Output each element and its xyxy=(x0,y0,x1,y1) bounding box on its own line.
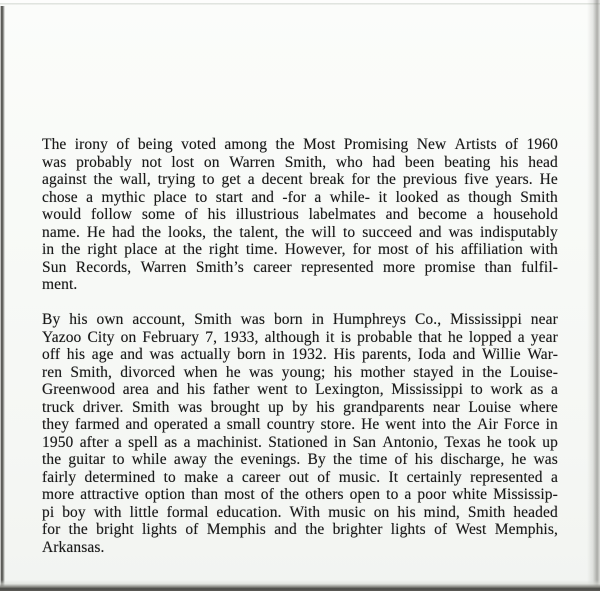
text-line: By his own account, Smith was born in Humphreys Co., Mississippi near xyxy=(42,311,558,328)
text-line: off his age and was actually born in 1932. His parents, Ioda and Willie War- xyxy=(42,346,558,363)
page-edge-right xyxy=(587,0,600,591)
text-line: chose a mythic place to start and -for a while- it looked as though Smith xyxy=(42,188,558,206)
text-line: ment. xyxy=(42,276,78,293)
page-edge-left xyxy=(0,6,5,591)
text-line: ren Smith, divorced when he was young; his mother stayed in the Louise- xyxy=(42,363,558,381)
text-line: Sun Records, Warren Smith’s career represented more promise than fulfil- xyxy=(42,258,558,276)
text-line: Yazoo City on February 7, 1933, although it is probable that he lopped a year xyxy=(42,328,558,346)
paragraph xyxy=(42,311,558,556)
text-line: The irony of being voted among the Most Promising New Artists of 1960 xyxy=(42,136,558,153)
text-line: for the bright lights of Memphis and the brighter lights of West Memphis, xyxy=(42,521,558,538)
text-line: more attractive option than most of the others open to a poor white Mississip- xyxy=(42,486,558,503)
text-line: Arkansas. xyxy=(42,538,105,556)
page-edge-bottom xyxy=(0,580,600,591)
text-line: they farmed and operated a small country store. He went into the Air Force in xyxy=(42,416,558,433)
text-line: against the wall, trying to get a decent break for the previous five years. He xyxy=(42,171,558,188)
paragraph xyxy=(42,136,558,294)
page-edge-top xyxy=(0,0,600,5)
text-line: 1950 after a spell as a machinist. Stationed in San Antonio, Texas he took up xyxy=(42,433,558,451)
text-line: the guitar to while away the evenings. By the time of his discharge, he was xyxy=(42,451,558,468)
text-line: truck driver. Smith was brought up by his grandparents near Louise where xyxy=(42,398,558,416)
text-line: pi boy with little formal education. With music on his mind, Smith headed xyxy=(42,503,558,521)
text-line: in the right place at the right time. However, for most of his affiliation with xyxy=(42,241,558,258)
text-line: was probably not lost on Warren Smith, who had been beating his head xyxy=(42,153,558,171)
text-line: name. He had the looks, the talent, the will to succeed and was indisputably xyxy=(42,223,558,241)
page-text xyxy=(42,136,558,556)
text-line: fairly determined to make a career out of music. It certainly represented a xyxy=(42,468,558,486)
text-line: would follow some of his illustrious labelmates and become a household xyxy=(42,206,558,223)
text-line: Greenwood area and his father went to Lexington, Mississippi to work as a xyxy=(42,381,558,398)
